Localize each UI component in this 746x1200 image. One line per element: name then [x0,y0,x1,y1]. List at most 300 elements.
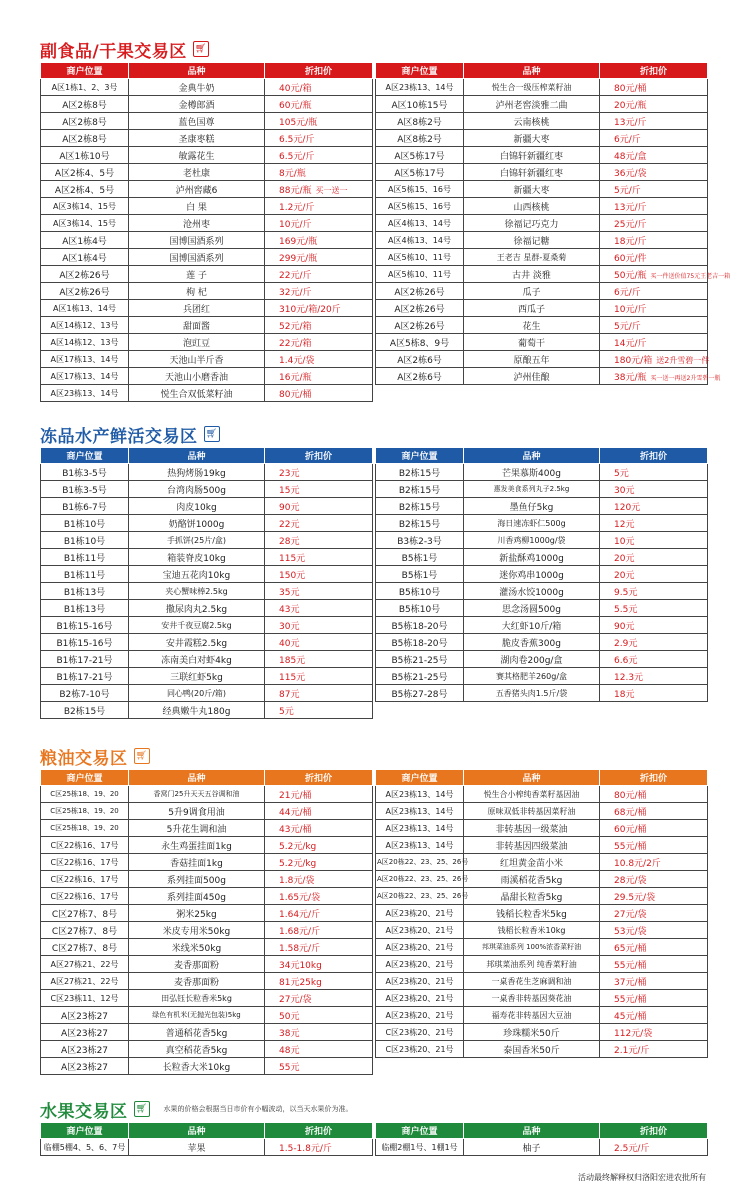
price-value: 5元/斤 [614,321,641,332]
merchant-location: 临棚5棚4、5、6、7号 [41,1139,129,1156]
product-name: 海日速冻虾仁500g [464,515,600,532]
discount-price [600,1007,708,1024]
price-value: 22元 [279,519,300,530]
product-name: 系列挂面450g [129,888,265,905]
merchant-location: A区23栋27 [41,1007,129,1024]
merchant-location: B5栋10号 [376,583,464,600]
table-row [41,566,373,583]
merchant-location: A区20栋22、23、25、26号 [376,888,464,905]
merchant-location: A区23栋20、21号 [376,1007,464,1024]
product-name: 苹果 [129,1139,265,1156]
discount-price [600,820,708,837]
discount-price [600,786,708,803]
price-value: 185元 [279,655,306,666]
table-row [376,685,708,702]
price-table-left [40,1122,373,1156]
product-name: 邦琪菜油系列 100%浓香菜籽油 [464,939,600,956]
product-name: 悦生合双低菜籽油 [129,385,265,402]
merchant-location: A区1栋10号 [41,147,129,164]
merchant-location: C区25栋18、19、20 [41,803,129,820]
discount-price [600,130,708,147]
product-name: 绿色有机米(无抛光包装)5kg [129,1007,265,1024]
merchant-location: A区20栋22、23、25、26号 [376,871,464,888]
table-row [41,96,373,113]
merchant-location: A区23栋20、21号 [376,956,464,973]
price-value: 112元/袋 [614,1028,653,1039]
product-name: 沧州枣 [129,215,265,232]
merchant-location: A区23栋13、14号 [376,820,464,837]
product-name: 云南核桃 [464,113,600,130]
table-row [376,1007,708,1024]
table-header-row [376,770,708,786]
price-value: 40元/箱 [279,83,312,94]
merchant-location: A区23栋20、21号 [376,939,464,956]
merchant-location: C区22栋16、17号 [41,837,129,854]
table-row [41,888,373,905]
merchant-location: B5栋18-20号 [376,634,464,651]
table-row [376,79,708,96]
table-row [41,651,373,668]
product-name: 一桌香非转基因葵花油 [464,990,600,1007]
table-row [41,549,373,566]
table-row [41,956,373,973]
table-header-row [41,770,373,786]
product-name: 永生鸡蛋挂面1kg [129,837,265,854]
merchant-location: A区23栋27 [41,1058,129,1075]
table-row [41,464,373,481]
merchant-location: C区27栋7、8号 [41,905,129,922]
section-fushipin [40,36,731,402]
product-name: 王老吉 星群-夏桑菊 [464,249,600,266]
product-name: 经典嫩牛丸180g [129,702,265,719]
product-name: 蓝色国尊 [129,113,265,130]
merchant-location: A区17栋13、14号 [41,368,129,385]
product-name: 箱装脊皮10kg [129,549,265,566]
merchant-location: A区23栋13、14号 [376,803,464,820]
merchant-location: C区23栋20、21号 [376,1041,464,1058]
product-name: 泸州老窖淡雅二曲 [464,96,600,113]
table-row [41,198,373,215]
table-row [376,96,708,113]
price-value: 15元 [279,485,300,496]
price-value: 55元/桶 [614,994,647,1005]
table-row [376,617,708,634]
merchant-location: B5栋18-20号 [376,617,464,634]
price-value: 9.5元 [614,587,638,598]
column-header: 商户位置 [376,1123,464,1139]
table-row [41,249,373,266]
column-header: 折扣价 [600,63,708,79]
discount-price [265,198,373,215]
table-row [376,334,708,351]
product-name: 热狗烤肠19kg [129,464,265,481]
discount-price [600,283,708,300]
discount-price [265,973,373,990]
price-value: 120元 [614,502,641,513]
product-name: 撒尿肉丸2.5kg [129,600,265,617]
price-value: 6元/斤 [614,134,641,145]
promo-text: 送2升雪碧一件 [656,355,710,365]
price-value: 1.68元/斤 [279,926,321,937]
discount-price [600,685,708,702]
column-header: 折扣价 [600,1123,708,1139]
price-value: 65元/桶 [614,943,647,954]
table-row [41,232,373,249]
discount-price [265,96,373,113]
discount-price [600,249,708,266]
table-row [41,803,373,820]
price-value: 2.5元/斤 [614,1143,650,1154]
table-row [376,990,708,1007]
column-header: 品种 [464,1123,600,1139]
table-row [41,317,373,334]
discount-price [265,498,373,515]
table-row [41,1024,373,1041]
merchant-location: B1栋10号 [41,532,129,549]
merchant-location: B1栋10号 [41,515,129,532]
price-value: 13元/斤 [614,202,647,213]
discount-price [600,532,708,549]
price-value: 28元 [279,536,300,547]
merchant-location: A区23栋20、21号 [376,905,464,922]
product-name: 邦琪菜油系列 纯香菜籽油 [464,956,600,973]
merchant-location: B1栋6-7号 [41,498,129,515]
table-row [376,939,708,956]
section-title: 副食品/干果交易区 [40,41,187,62]
column-header: 品种 [129,1123,265,1139]
discount-price [265,600,373,617]
product-name: 五香猪头肉1.5斤/袋 [464,685,600,702]
discount-price [265,249,373,266]
discount-price [600,164,708,181]
table-row [41,990,373,1007]
discount-price [600,481,708,498]
column-header: 商户位置 [376,63,464,79]
table-row [41,939,373,956]
product-name: 白锦轩新疆红枣 [464,164,600,181]
product-name: 敏露花生 [129,147,265,164]
price-table-right [375,1122,708,1156]
merchant-location: C区22栋16、17号 [41,871,129,888]
table-header-row [376,63,708,79]
table-row [41,532,373,549]
discount-price [265,1007,373,1024]
table-row [376,351,708,368]
product-name: 粥米25kg [129,905,265,922]
merchant-location: A区1栋4号 [41,232,129,249]
discount-price [600,651,708,668]
section-liangyou [40,743,706,1075]
section-shuiguo [40,1096,706,1156]
merchant-location: A区5栋15、16号 [376,198,464,215]
discount-price [600,147,708,164]
merchant-location: A区5栋17号 [376,164,464,181]
product-name: 泰国香米50斤 [464,1041,600,1058]
table-row [41,181,373,198]
price-value: 34元10kg [279,960,322,971]
product-name: 一桌香花生芝麻调和油 [464,973,600,990]
price-tables [40,1122,706,1156]
table-row [376,820,708,837]
discount-price [265,990,373,1007]
merchant-location: C区25栋18、19、20 [41,820,129,837]
price-value: 8元/瓶 [279,168,306,179]
product-name: 真空稻花香5kg [129,1041,265,1058]
price-value: 1.4元/袋 [279,355,315,366]
table-row [376,181,708,198]
table-row [376,837,708,854]
product-name: 台湾肉肠500g [129,481,265,498]
discount-price [600,634,708,651]
merchant-location: B2栋15号 [376,464,464,481]
merchant-location: B1栋11号 [41,566,129,583]
merchant-location: A区14栋12、13号 [41,334,129,351]
price-value: 14元/斤 [614,338,647,349]
discount-price [265,147,373,164]
table-row [41,283,373,300]
price-table-left [40,769,373,1075]
table-row [41,334,373,351]
product-name: 肉皮10kg [129,498,265,515]
price-value: 55元/桶 [614,960,647,971]
product-name: 系列挂面500g [129,871,265,888]
price-value: 5.5元 [614,604,638,615]
column-header: 折扣价 [265,770,373,786]
product-name: 香窝门25升天天五谷调和油 [129,786,265,803]
product-name: 兵团红 [129,300,265,317]
price-value: 150元 [279,570,306,581]
discount-price [265,634,373,651]
merchant-location: C区22栋16、17号 [41,854,129,871]
discount-price [265,871,373,888]
table-row [376,266,708,283]
table-row [376,651,708,668]
product-name: 夹心蟹味棒2.5kg [129,583,265,600]
product-name: 原酿五年 [464,351,600,368]
merchant-location: A区27栋21、22号 [41,973,129,990]
price-value: 115元 [279,672,306,683]
price-value: 90元 [279,502,300,513]
discount-price [265,215,373,232]
table-row [376,905,708,922]
merchant-location: B1栋17-21号 [41,668,129,685]
price-value: 1.58元/斤 [279,943,321,954]
price-value: 35元 [279,587,300,598]
discount-price [600,334,708,351]
price-tables [40,62,731,402]
discount-price [265,956,373,973]
discount-price [265,515,373,532]
price-value: 48元/盒 [614,151,647,162]
product-name: 思念汤圆500g [464,600,600,617]
price-value: 1.5-1.8元/斤 [279,1143,332,1154]
product-name: 天池山半斤香 [129,351,265,368]
discount-price [600,837,708,854]
price-value: 60元/件 [614,253,647,264]
price-value: 12.3元 [614,672,644,683]
product-name: 安井霞糕2.5kg [129,634,265,651]
promo-text: 买一送一 [315,185,348,195]
merchant-location: A区2栋8号 [41,113,129,130]
price-table-right [375,62,731,385]
merchant-location: B5栋10号 [376,600,464,617]
table-row [376,888,708,905]
table-row [376,515,708,532]
discount-price [265,786,373,803]
merchant-location: A区2栋6号 [376,351,464,368]
price-value: 32元/斤 [279,287,312,298]
discount-price [265,1058,373,1075]
price-value: 80元/桶 [279,389,312,400]
discount-price [600,617,708,634]
product-name: 惠发美食系列丸子2.5kg [464,481,600,498]
table-header-row [41,448,373,464]
column-header: 折扣价 [265,1123,373,1139]
discount-price [265,385,373,402]
merchant-location: A区5栋10、11号 [376,249,464,266]
price-value: 23元 [279,468,300,479]
discount-price [265,549,373,566]
discount-price [265,617,373,634]
table-header-row [41,1123,373,1139]
price-value: 48元 [279,1045,300,1056]
product-name: 金典牛奶 [129,79,265,96]
table-row [41,837,373,854]
discount-price [265,566,373,583]
merchant-location: B1栋15-16号 [41,634,129,651]
product-name: 灌汤水饺1000g [464,583,600,600]
merchant-location: B1栋11号 [41,549,129,566]
discount-price [265,922,373,939]
discount-price [600,566,708,583]
merchant-location: A区8栋2号 [376,130,464,147]
table-row [41,634,373,651]
price-value: 2.9元 [614,638,638,649]
discount-price [265,854,373,871]
discount-price [265,368,373,385]
merchant-location: B3栋2-3号 [376,532,464,549]
section-title: 粮油交易区 [40,748,128,769]
product-name: 老杜康 [129,164,265,181]
merchant-location: A区8栋2号 [376,113,464,130]
discount-price [600,317,708,334]
table-row [41,668,373,685]
discount-price [265,464,373,481]
discount-price [265,113,373,130]
price-value: 80元/桶 [614,83,647,94]
price-value: 22元/箱 [279,338,312,349]
discount-price [265,939,373,956]
product-name: 墨鱼仔5kg [464,498,600,515]
cart-icon: 🛒︎ [134,748,150,764]
merchant-location: B1栋13号 [41,583,129,600]
product-name: 山西核桃 [464,198,600,215]
merchant-location: B1栋3-5号 [41,464,129,481]
merchant-location: A区4栋13、14号 [376,215,464,232]
table-row [41,498,373,515]
price-value: 55元 [279,1062,300,1073]
product-name: 芒果慕斯400g [464,464,600,481]
product-name: 红坦黄金苗小米 [464,854,600,871]
table-row [41,481,373,498]
merchant-location: A区23栋13、14号 [376,837,464,854]
merchant-location: A区23栋20、21号 [376,973,464,990]
table-row [41,786,373,803]
table-row [41,820,373,837]
table-row [41,871,373,888]
product-name: 枸 杞 [129,283,265,300]
table-row [41,1007,373,1024]
discount-price [600,351,708,368]
product-name: 赛其格肥羊260g/盒 [464,668,600,685]
product-name: 湖肉卷200g/盒 [464,651,600,668]
discount-price [265,651,373,668]
price-note: 水果的价格会根据当日市价有小幅波动，以当天水果价为准。 [163,1105,353,1113]
table-row [41,300,373,317]
discount-price [600,871,708,888]
cart-icon: 🛒︎ [193,41,209,57]
table-row [376,317,708,334]
product-name: 长粒香大米10kg [129,1058,265,1075]
discount-price [600,232,708,249]
table-row [376,130,708,147]
discount-price [600,668,708,685]
discount-price [265,888,373,905]
table-row [41,215,373,232]
product-name: 葡萄干 [464,334,600,351]
discount-price [265,181,373,198]
footer-disclaimer: 活动最终解释权归洛阳宏进农批所有 [578,1173,706,1182]
table-row [41,922,373,939]
merchant-location: B5栋21-25号 [376,668,464,685]
price-value: 5元 [279,706,294,717]
discount-price [600,79,708,96]
price-value: 18元/斤 [614,236,647,247]
column-header: 品种 [464,448,600,464]
table-row [376,956,708,973]
discount-price [265,79,373,96]
table-row [376,464,708,481]
price-value: 53元/袋 [614,926,647,937]
discount-price [265,803,373,820]
section-title-row [40,743,706,769]
product-name: 柚子 [464,1139,600,1156]
discount-price [600,368,721,385]
product-name: 冻南美白对虾4kg [129,651,265,668]
table-row [376,283,708,300]
discount-price [600,939,708,956]
product-name: 泡豇豆 [129,334,265,351]
discount-price [600,905,708,922]
price-table-left [40,62,373,402]
discount-price [265,481,373,498]
discount-price [600,549,708,566]
price-value: 43元/桶 [279,824,312,835]
column-header: 折扣价 [265,63,373,79]
price-value: 18元 [614,689,635,700]
discount-price [265,1139,373,1156]
price-value: 1.2元/斤 [279,202,315,213]
merchant-location: A区2栋6号 [376,368,464,385]
product-name: 金樽郎酒 [129,96,265,113]
table-row [41,351,373,368]
price-value: 50元/瓶 [614,270,647,281]
product-name: 同心鸭(20斤/箱) [129,685,265,702]
product-name: 西瓜子 [464,300,600,317]
product-name: 米皮专用米50kg [129,922,265,939]
discount-price [600,1139,708,1156]
price-value: 25元/斤 [614,219,647,230]
